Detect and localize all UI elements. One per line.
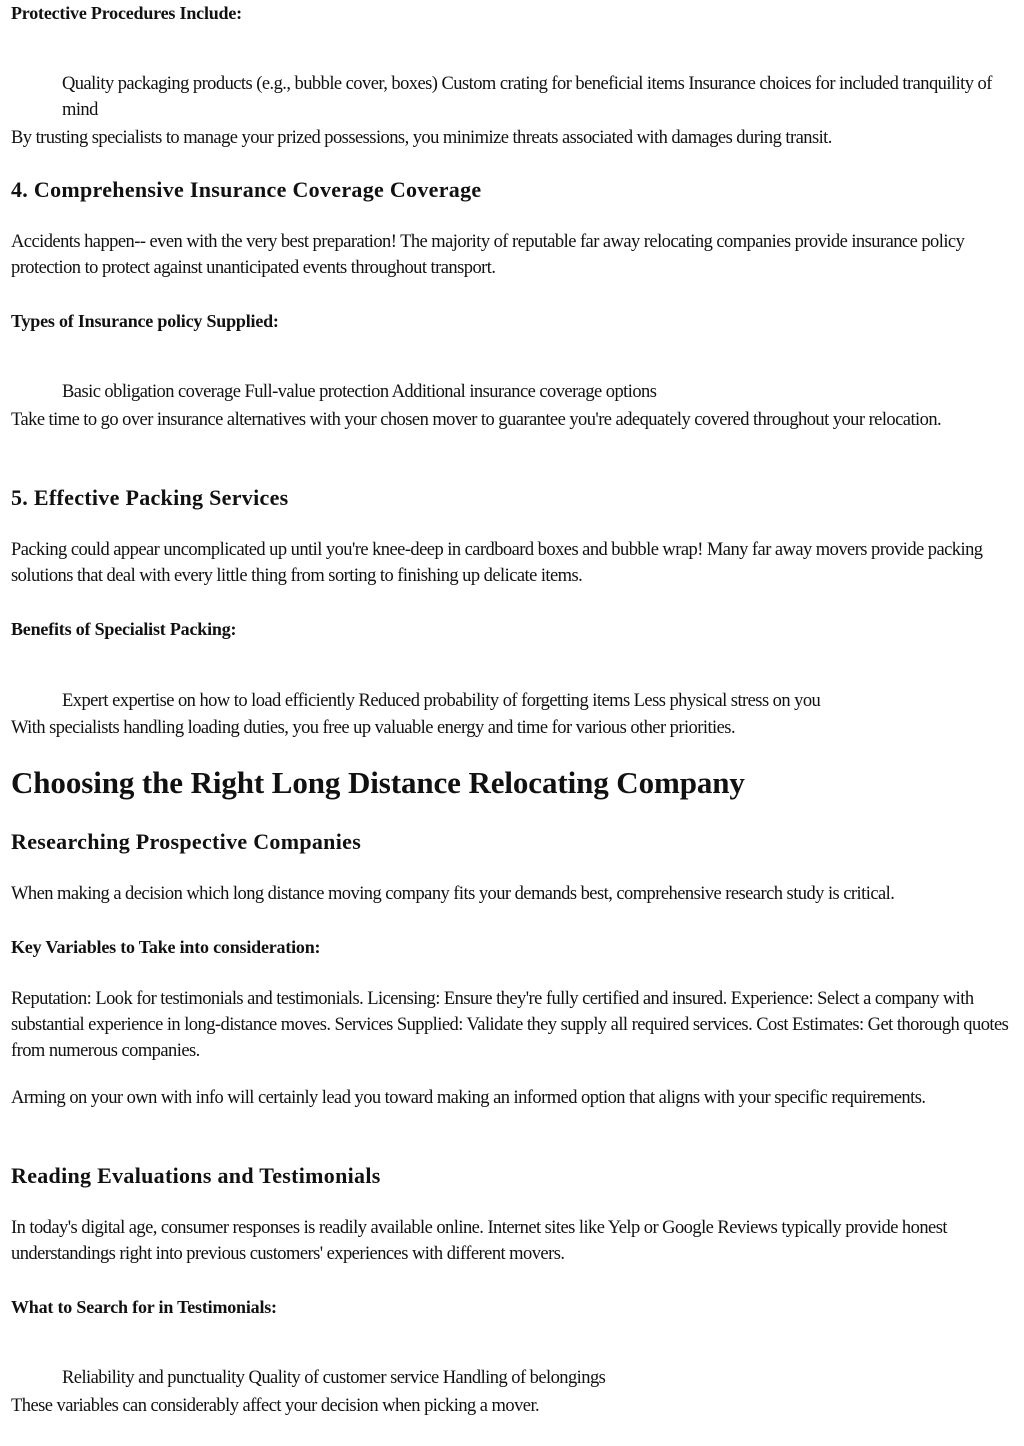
research-heading: Researching Prospective Companies bbox=[11, 829, 362, 854]
insurance-types-list: Basic obligation coverage Full-value protection Additional insurance coverage options bbox=[62, 381, 657, 402]
insurance-summary: Take time to go over insurance alternatives with your chosen mover to guarantee you're adequately covered throughout your relocation. bbox=[11, 410, 942, 430]
research-summary: Arming on your own with info will certainly lead you toward making an informed option that aligns with your specific requirements. bbox=[11, 1088, 926, 1108]
reviews-summary: These variables can considerably affect your decision when picking a mover. bbox=[11, 1396, 540, 1416]
packing-summary: With specialists handling loading duties, you free up valuable energy and time for various other priorities. bbox=[11, 718, 736, 738]
packing-intro: Packing could appear uncomplicated up until you're knee-deep in cardboard boxes and bubble wrap! Many far away movers provide packing solutions that deal with every little thing from sorting to finishing up delicate items. bbox=[11, 540, 983, 586]
key-variables-label: Key Variables to Take into consideration: bbox=[11, 937, 321, 957]
reviews-intro: In today's digital age, consumer responses is readily available online. Internet sites like Yelp or Google Reviews typically provide honest understandings right into previous customers' experiences with different movers. bbox=[11, 1218, 947, 1264]
packing-benefits-list: Expert expertise on how to load efficiently Reduced probability of forgetting items Less physical stress on you bbox=[62, 690, 821, 711]
packing-benefits-label: Benefits of Specialist Packing: bbox=[11, 619, 237, 639]
protective-procedures-label: Protective Procedures Include: bbox=[11, 3, 242, 23]
insurance-intro: Accidents happen-- even with the very best preparation! The majority of reputable far away relocating companies provide insurance policy protection to protect against unanticipated events throughout transport. bbox=[11, 232, 965, 278]
insurance-heading: 4. Comprehensive Insurance Coverage Coverage bbox=[11, 177, 482, 202]
reviews-heading: Reading Evaluations and Testimonials bbox=[11, 1163, 381, 1188]
testimonial-criteria-label: What to Search for in Testimonials: bbox=[11, 1297, 277, 1317]
testimonial-criteria-list: Reliability and punctuality Quality of customer service Handling of belongings bbox=[62, 1367, 606, 1388]
protective-summary: By trusting specialists to manage your prized possessions, you minimize threats associated with damages during transit. bbox=[11, 128, 832, 148]
choosing-title: Choosing the Right Long Distance Relocating Company bbox=[11, 765, 745, 800]
insurance-types-label: Types of Insurance policy Supplied: bbox=[11, 311, 279, 331]
protective-procedures-list: Quality packaging products (e.g., bubble cover, boxes) Custom crating for beneficial items Insurance choices for included tranquility of mind bbox=[62, 73, 992, 120]
research-intro: When making a decision which long distance moving company fits your demands best, comprehensive research study is critical. bbox=[11, 884, 895, 904]
key-variables-list: Reputation: Look for testimonials and testimonials. Licensing: Ensure they're fully certified and insured. Experience: Select a company with substantial experience in long-distance moves. Services Supplied: Validate they supply all required services. Cost Estimates: Get thorough quotes from numerous companies. bbox=[11, 989, 1009, 1061]
packing-heading: 5. Effective Packing Services bbox=[11, 485, 289, 510]
